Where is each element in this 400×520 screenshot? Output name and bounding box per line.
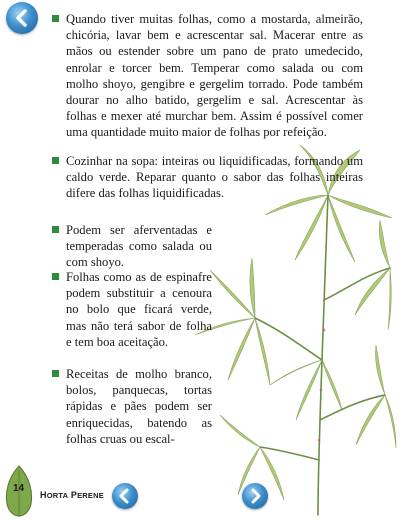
back-arrow-icon: [6, 2, 38, 34]
list-item: [66, 222, 212, 271]
bullet-square: [52, 15, 59, 22]
brand-word-rest: ERENE: [77, 491, 104, 500]
page-number: 14: [13, 483, 25, 494]
bullet-square: [52, 157, 59, 164]
bullet-square: [52, 370, 59, 377]
list-item: [66, 11, 363, 141]
list-item: [66, 269, 212, 350]
brand-initial: P: [70, 490, 78, 500]
bullet-square: [52, 273, 59, 280]
back-arrow-icon: [112, 483, 138, 509]
list-item-text: Cozinhar na sopa: inteiras ou liquidificadas, formando um caldo verde. Reparar quanto o sabor das folhas inteiras difere das folhas liquidificadas.: [66, 154, 363, 201]
next-arrow-icon: [242, 483, 268, 509]
bullet-square: [52, 226, 59, 233]
previous-page-button[interactable]: [112, 483, 138, 509]
list-item: [66, 366, 212, 447]
book-title: [40, 490, 104, 500]
next-page-button[interactable]: [242, 483, 268, 509]
brand-word-rest: ORTA: [46, 491, 69, 500]
list-item-text: Folhas como as de espinafre podem substituir a cenoura no bolo que ficará verde, mas não terá sabor de folha e tem boa aceitação.: [66, 270, 212, 349]
list-item-text: Receitas de molho branco, bolos, panquecas, tortas rápidas e pães podem ser enriquecidas, batendo as folhas cruas ou escal-: [66, 367, 212, 446]
list-item-text: Podem ser aferventadas e temperadas como salada ou com shoyo.: [66, 223, 212, 270]
brand-initial: H: [40, 490, 47, 500]
list-item: [66, 153, 363, 202]
back-button[interactable]: [6, 2, 38, 34]
list-item-text: Quando tiver muitas folhas, como a mostarda, almeirão, chicória, lavar bem e acrescentar sal. Macerar entre as mãos ou estender sobre um pano de prato umedecido, enrolar e torcer bem. Temperar como salada ou com molho shoyo, gengibre e gergelim torrado. Pode também dourar no alho batido, gergelim e sal. Acrescentar às folhas e mexer até murchar bem. Assim é possível comer uma quantidade muito maior de folhas por refeição.: [66, 12, 363, 140]
